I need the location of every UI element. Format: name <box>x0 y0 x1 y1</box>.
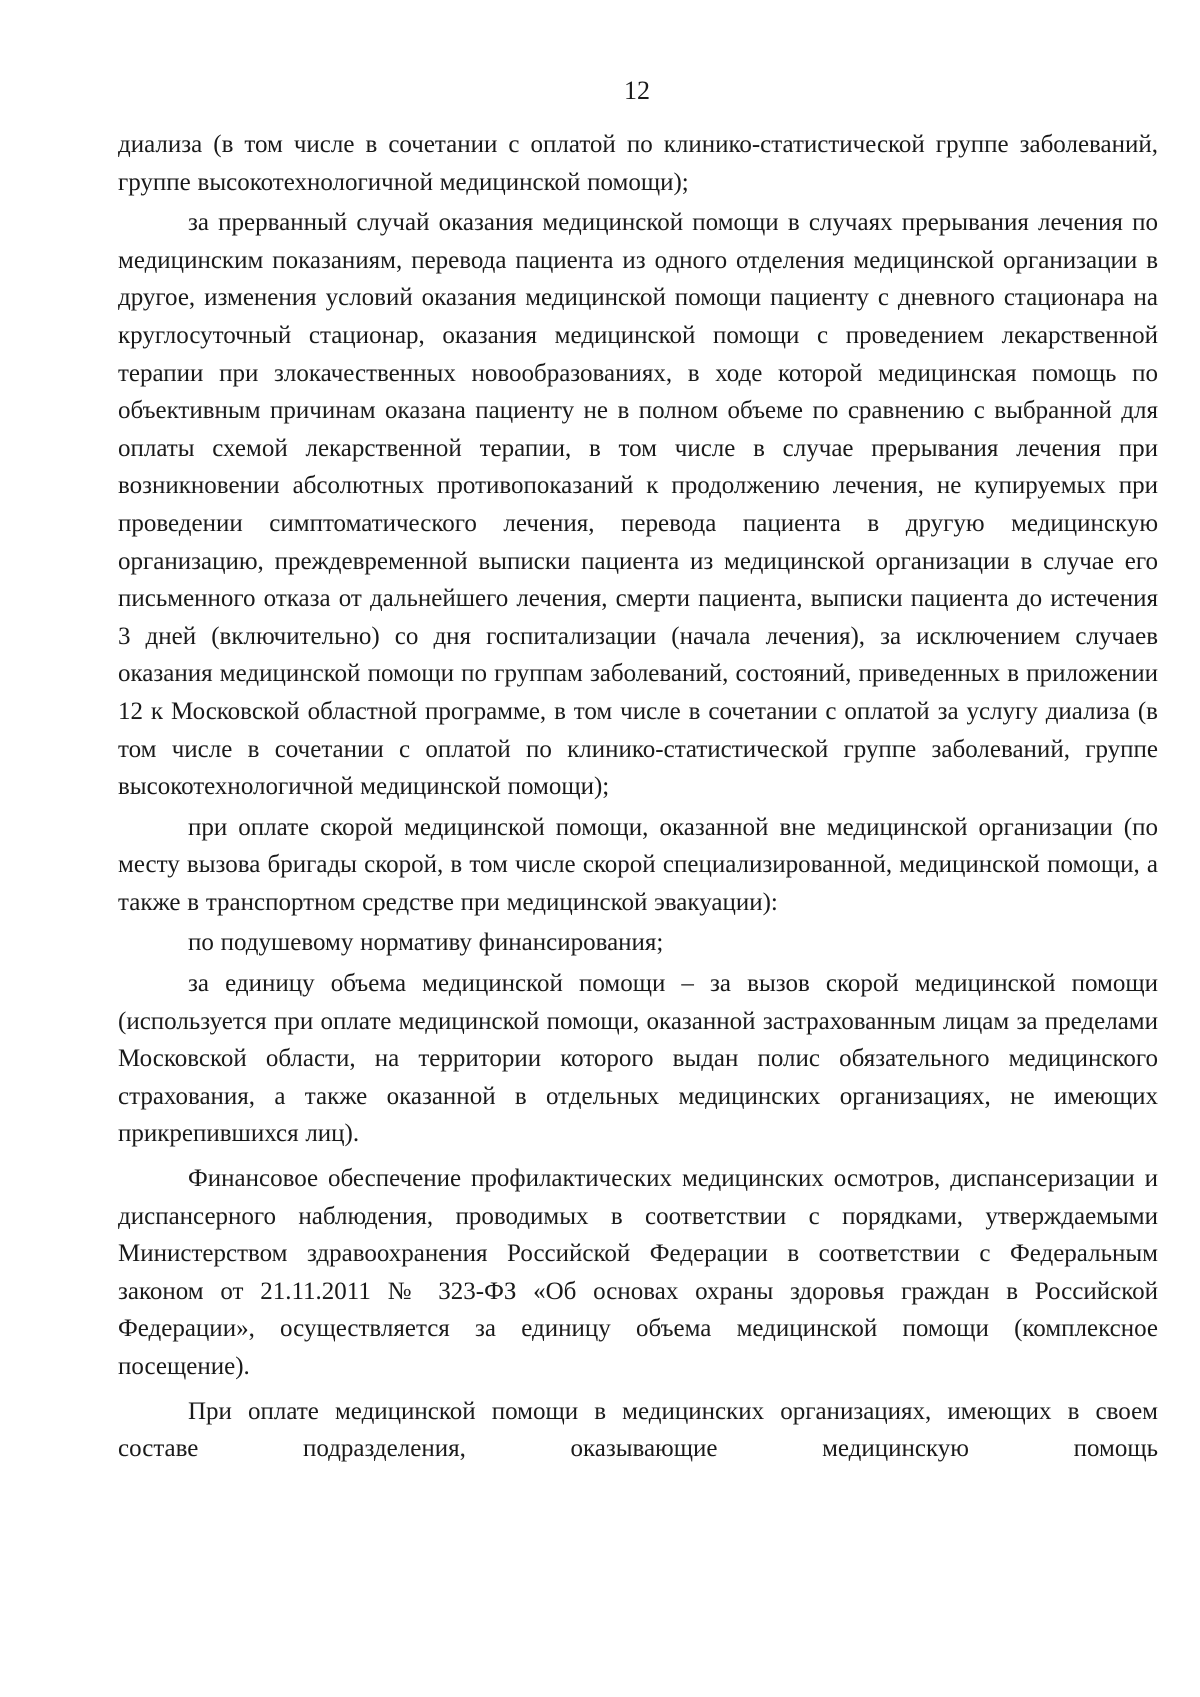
paragraph-subdivisions-payment: При оплате медицинской помощи в медицинских организациях, имеющих в своем составе подразделения, оказывающие медицинскую помощь <box>118 1397 1158 1463</box>
paragraph-emergency-care-payment: при оплате скорой медицинской помощи, оказанной вне медицинской организации (по месту вызова бригады скорой, в том числе скорой специализированной, медицинской помощи, а также в транспортном средстве при медицинской эвакуации): <box>118 813 1158 916</box>
paragraph-dialysis-continuation: диализа (в том числе в сочетании с оплатой по клинико-статистической группе заболеваний, группе высокотехнологичной медицинской помощи); <box>118 131 1158 196</box>
paragraph-preventive-examinations: Финансовое обеспечение профилактических медицинских осмотров, диспансеризации и диспансерного наблюдения, проводимых в соответствии с порядками, утверждаемыми Министерством здравоохранения Российской Федерации в соответствии с Федеральным законом от 21.11.2011 № 323-ФЗ «Об основах охраны здоровья граждан в Российской Федерации», осуществляется за единицу объема медицинской помощи (комплексное посещение). <box>118 1165 1158 1380</box>
paragraph-interrupted-case: за прерванный случай оказания медицинской помощи в случаях прерывания лечения по медицинским показаниям, перевода пациента из одного отделения медицинской организации в другое, изменения условий оказания медицинской помощи пациенту с дневного стационара на круглосуточный стационар, оказания медицинской помощи с проведением лекарственной терапии при злокачественных новообразованиях, в ходе которой медицинская помощь по объективным причинам оказана пациенту не в полном объеме по сравнению с выбранной для оплаты схемой лекарственной терапии, в том числе в случае прерывания лечения при возникновении абсолютных противопоказаний к продолжению лечения, не купируемых при проведении симптоматического лечения, перевода пациента в другую медицинскую организацию, преждевременной выписки пациента из медицинской организации в случае его письменного отказа от дальнейшего лечения, смерти пациента, выписки пациента до истечения 3 дней (включительно) со дня госпитализации (начала лечения), за исключением случаев оказания медицинской помощи по группам заболеваний, состояний, приведенных в приложении 12 к Московской областной программе, в том числе в сочетании с оплатой за услугу диализа (в том числе в сочетании с оплатой по клинико-статистической группе заболеваний, группе высокотехнологичной медицинской помощи); <box>118 209 1158 801</box>
page-number: 12 <box>624 76 650 105</box>
paragraph-per-capita-standard: по подушевому нормативу финансирования; <box>188 929 664 957</box>
document-body <box>118 126 1158 1468</box>
paragraph-per-call-unit: за единицу объема медицинской помощи – за вызов скорой медицинской помощи (используется при оплате медицинской помощи, оказанной застрахованным лицам за пределами Московской области, на территории которого выдан полис обязательного медицинского страхования, а также оказанной в отдельных медицинских организациях, не имеющих прикрепившихся лиц). <box>118 970 1158 1148</box>
